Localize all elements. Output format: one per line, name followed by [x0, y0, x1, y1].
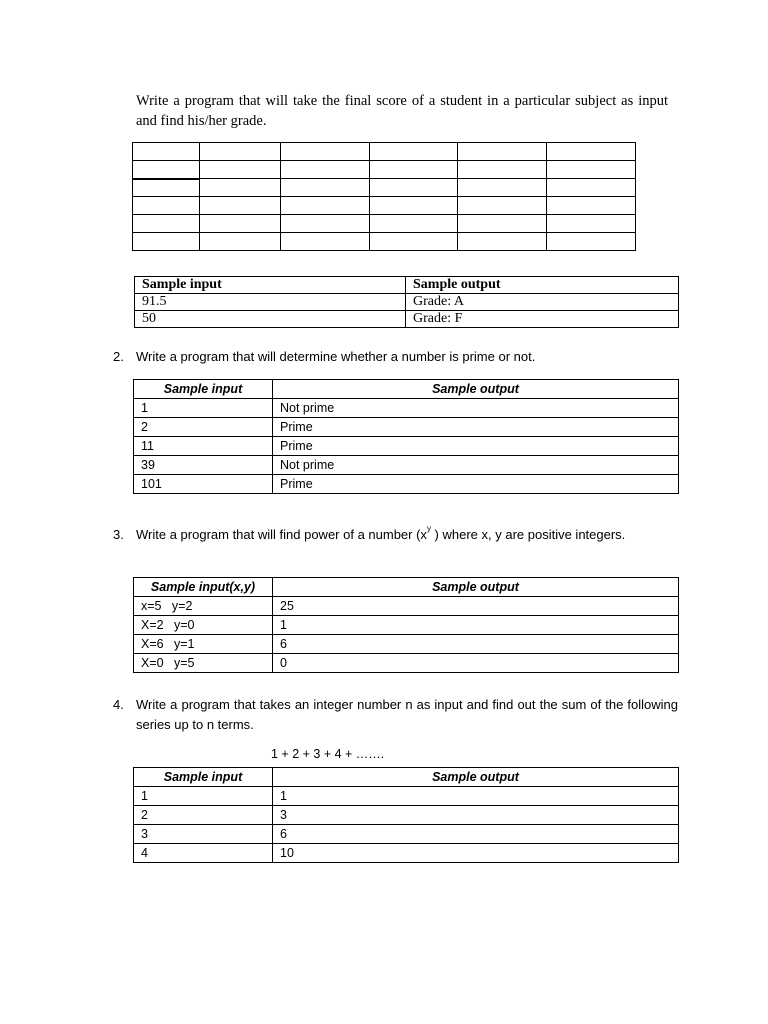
table-row — [135, 294, 679, 311]
grid-cell — [547, 215, 636, 233]
table-row — [134, 475, 679, 494]
grid-cell — [458, 233, 547, 251]
grid-cell — [281, 197, 370, 215]
cell-output: 25 — [273, 597, 679, 616]
cell-output: Prime — [273, 475, 679, 494]
grid-cell — [370, 161, 458, 179]
table-row — [134, 635, 679, 654]
cell-output: 0 — [273, 654, 679, 673]
question-4 — [113, 695, 678, 735]
prime-sample-table — [133, 379, 679, 494]
cell-input: 4 — [134, 844, 273, 863]
grid-cell — [200, 233, 281, 251]
grid-row — [133, 161, 636, 179]
grid-cell — [200, 215, 281, 233]
table-row — [134, 825, 679, 844]
table-header-row — [134, 578, 679, 597]
grid-cell — [370, 215, 458, 233]
grid-cell — [281, 161, 370, 179]
grid-row — [133, 143, 636, 161]
cell-input: 11 — [134, 437, 273, 456]
header-sample-output: Sample output — [406, 277, 679, 294]
table-row — [134, 616, 679, 635]
grade-sample-table — [134, 276, 679, 328]
grid-cell — [547, 143, 636, 161]
question-number: 3. — [113, 527, 124, 542]
cell-input: x=5 y=2 — [134, 597, 273, 616]
cell-output: Prime — [273, 437, 679, 456]
grid-cell — [547, 179, 636, 197]
grid-cell — [547, 161, 636, 179]
grid-cell — [281, 233, 370, 251]
table-header-row — [134, 380, 679, 399]
cell-input: 50 — [135, 311, 406, 328]
grid-cell — [133, 179, 200, 197]
cell-input: 2 — [134, 418, 273, 437]
table-row — [134, 654, 679, 673]
question-text: Write a program that takes an integer number n as input and find out the sum of the following series up to n terms. — [136, 697, 678, 732]
grid-cell — [200, 179, 281, 197]
grid-cell — [547, 197, 636, 215]
cell-output: Grade: F — [406, 311, 679, 328]
grid-cell — [281, 143, 370, 161]
question-text — [136, 525, 678, 545]
table-row — [134, 456, 679, 475]
grid-cell — [200, 143, 281, 161]
question-text: Write a program that will determine whether a number is prime or not. — [136, 349, 536, 364]
cell-output: 3 — [273, 806, 679, 825]
question-number: 4. — [113, 697, 124, 712]
grid-cell — [200, 197, 281, 215]
cell-output: Not prime — [273, 399, 679, 418]
table-row — [134, 844, 679, 863]
grid-cell — [281, 179, 370, 197]
cell-output: 6 — [273, 825, 679, 844]
cell-output: 10 — [273, 844, 679, 863]
cell-input: 101 — [134, 475, 273, 494]
cell-input: 3 — [134, 825, 273, 844]
cell-input: 39 — [134, 456, 273, 475]
grid-cell — [458, 179, 547, 197]
cell-output: Grade: A — [406, 294, 679, 311]
cell-input: 2 — [134, 806, 273, 825]
grid-cell — [370, 233, 458, 251]
cell-input: 1 — [134, 787, 273, 806]
header-sample-output: Sample output — [273, 768, 679, 787]
question-text-after: ) where x, y are positive integers. — [430, 527, 626, 542]
grid-cell — [133, 215, 200, 233]
table-row — [134, 418, 679, 437]
series-sample-table — [133, 767, 679, 863]
table-row — [134, 597, 679, 616]
cell-input: 1 — [134, 399, 273, 418]
power-sample-table — [133, 577, 679, 673]
header-sample-output: Sample output — [273, 578, 679, 597]
table-row — [134, 437, 679, 456]
cell-output: Prime — [273, 418, 679, 437]
header-sample-input: Sample input — [135, 277, 406, 294]
exponent-y: y — [426, 524, 431, 533]
cell-output: 1 — [273, 787, 679, 806]
table-header-row — [134, 768, 679, 787]
header-sample-input: Sample input(x,y) — [134, 578, 273, 597]
table-row — [134, 806, 679, 825]
grid-cell — [133, 197, 200, 215]
grid-cell — [547, 233, 636, 251]
intro-paragraph: Write a program that will take the final score of a student in a particular subject as input and find his/her grade. — [136, 93, 668, 129]
cell-output: Not prime — [273, 456, 679, 475]
grid-cell — [370, 197, 458, 215]
cell-input: 91.5 — [135, 294, 406, 311]
table-header-row — [135, 277, 679, 294]
cell-input: X=0 y=5 — [134, 654, 273, 673]
grid-row — [133, 197, 636, 215]
grid-cell — [133, 143, 200, 161]
header-sample-input: Sample input — [134, 768, 273, 787]
table-row — [134, 399, 679, 418]
table-row — [135, 311, 679, 328]
grid-row — [133, 215, 636, 233]
grid-cell — [200, 161, 281, 179]
grid-cell — [458, 197, 547, 215]
cell-output: 6 — [273, 635, 679, 654]
table-row — [134, 787, 679, 806]
header-sample-output: Sample output — [273, 380, 679, 399]
series-expression: 1 + 2 + 3 + 4 + ……. — [271, 747, 385, 761]
grid-row — [133, 179, 636, 197]
grid-cell — [133, 233, 200, 251]
grid-cell — [458, 161, 547, 179]
grade-grid — [132, 142, 636, 251]
grid-cell — [458, 215, 547, 233]
question-number: 2. — [113, 349, 124, 364]
header-sample-input: Sample input — [134, 380, 273, 399]
cell-input: X=6 y=1 — [134, 635, 273, 654]
grid-cell — [370, 179, 458, 197]
cell-input: X=2 y=0 — [134, 616, 273, 635]
grid-cell — [133, 161, 200, 179]
cell-output: 1 — [273, 616, 679, 635]
grid-cell — [458, 143, 547, 161]
grid-cell — [370, 143, 458, 161]
grid-cell — [281, 215, 370, 233]
grid-row — [133, 233, 636, 251]
question-text-before: Write a program that will find power of a number (x — [136, 527, 427, 542]
